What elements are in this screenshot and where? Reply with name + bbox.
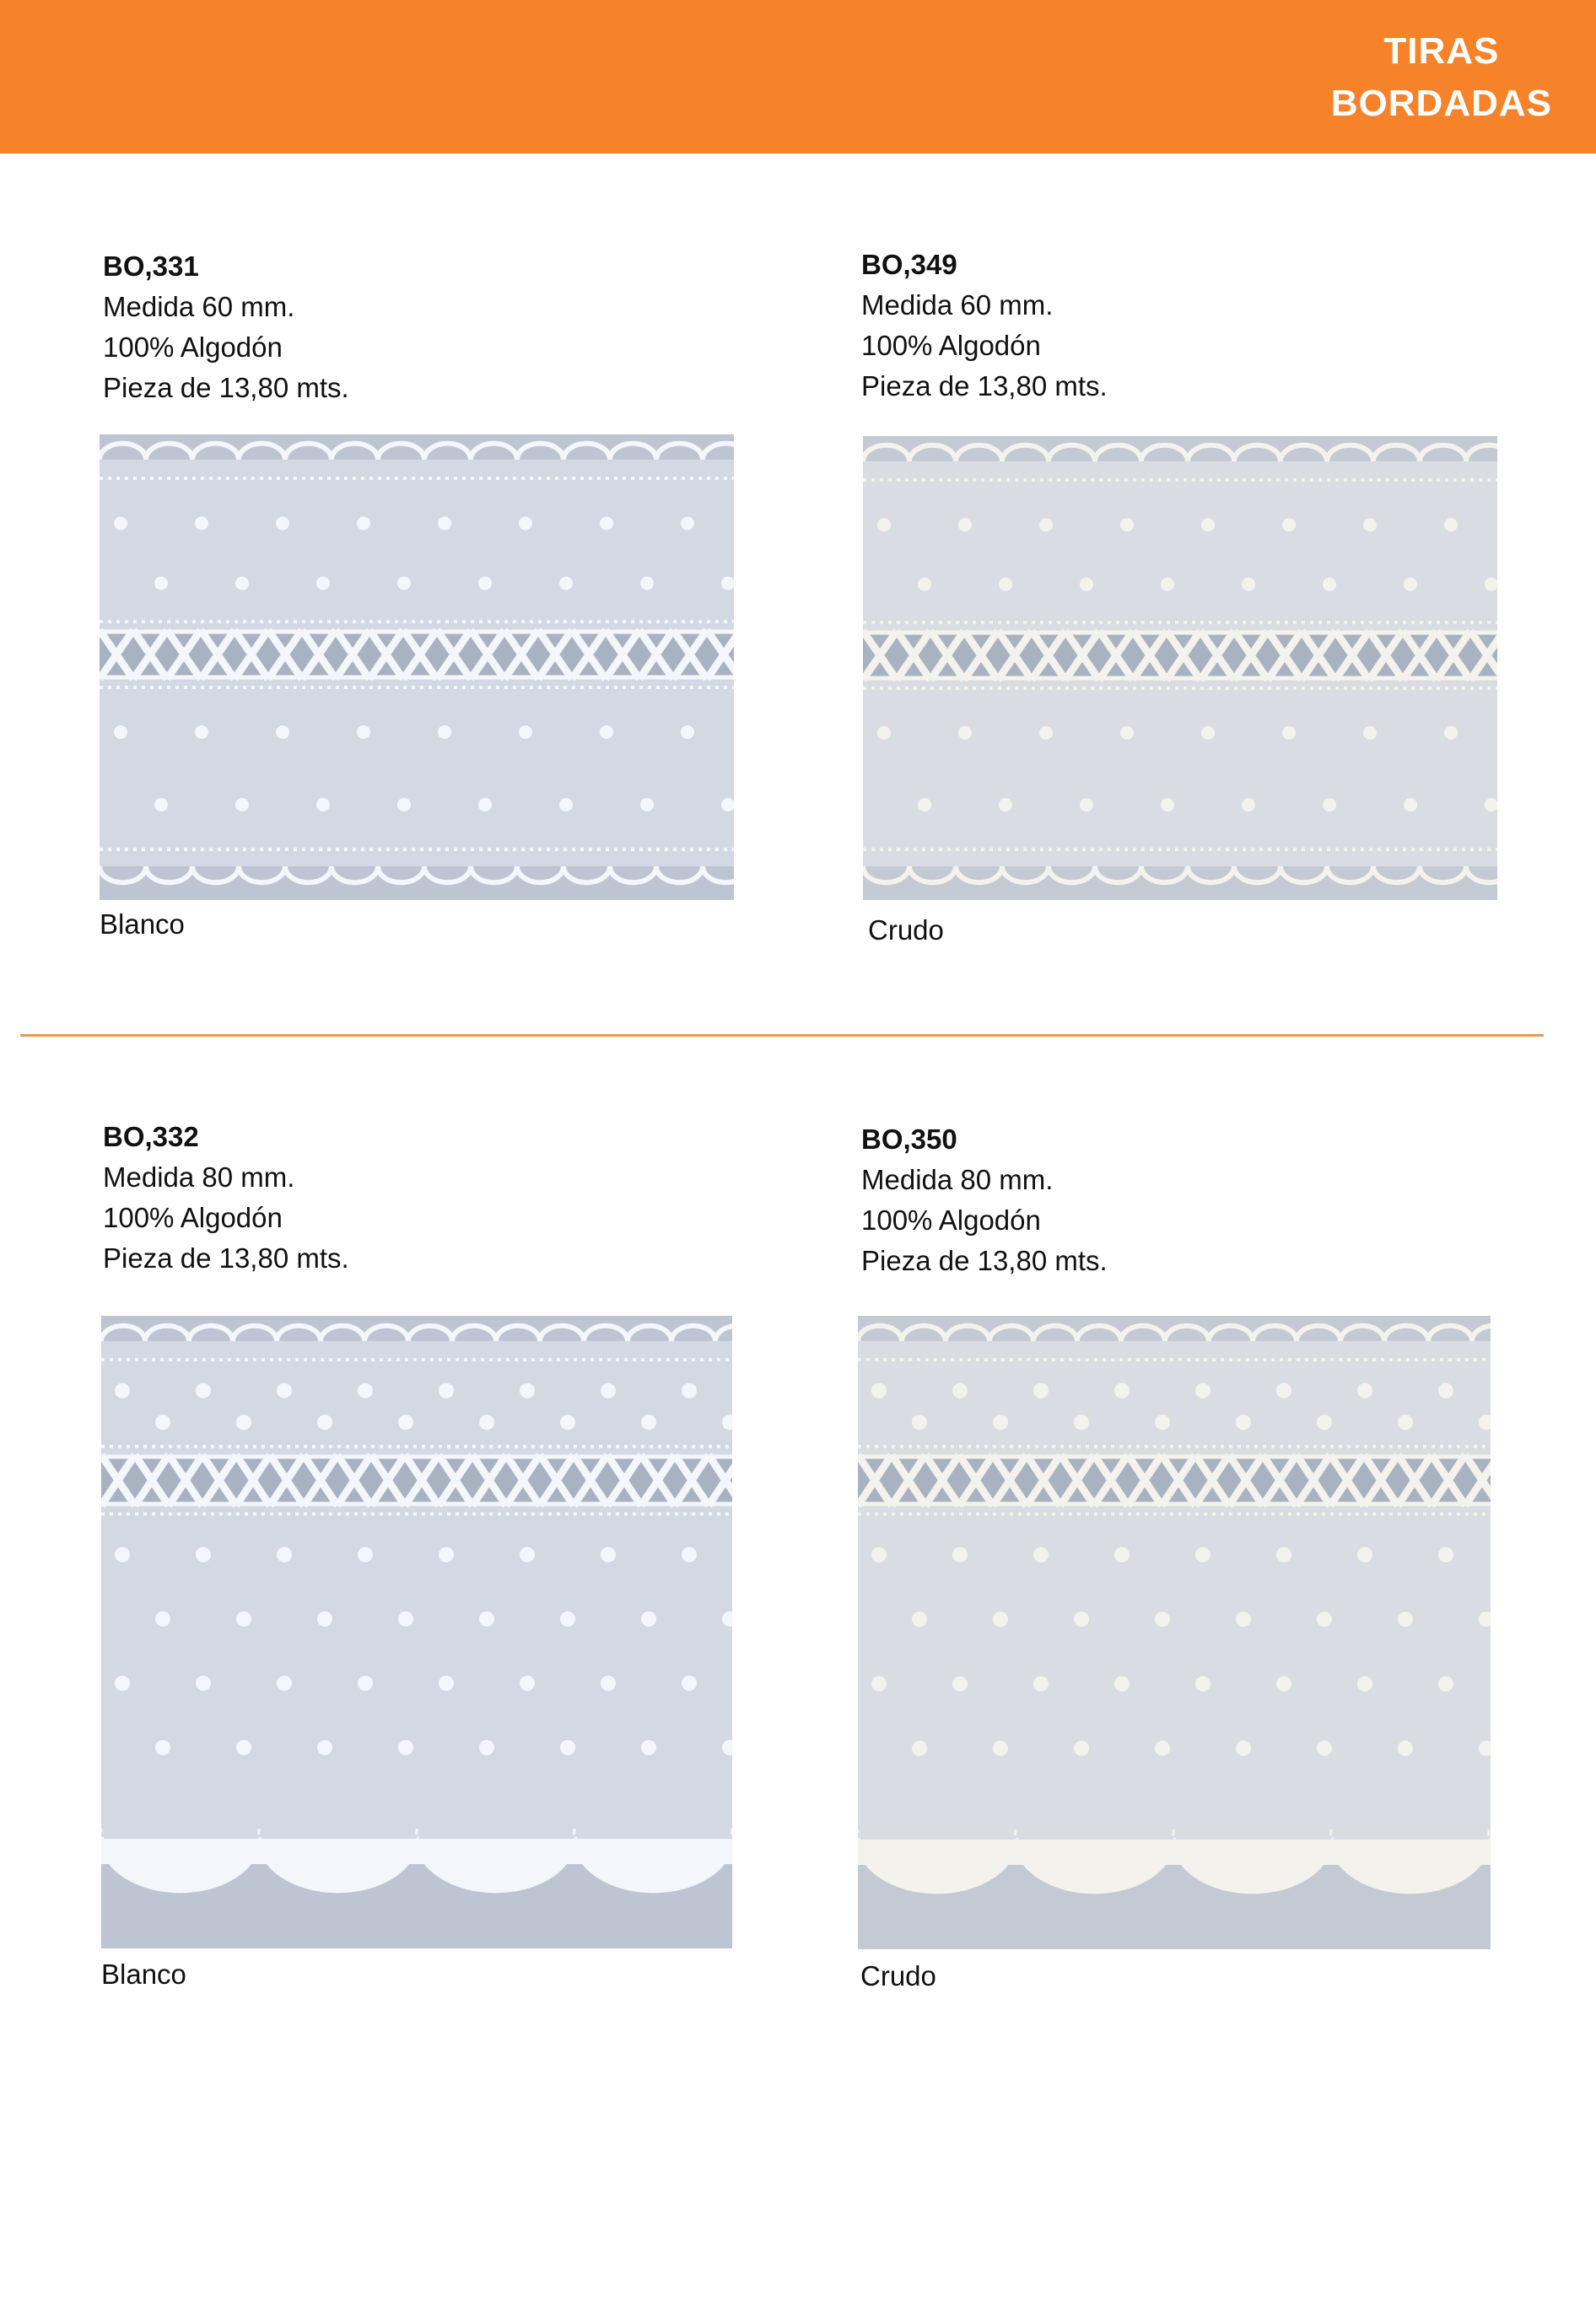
product-spec-bo331 — [103, 246, 349, 408]
product-code: BO,332 — [103, 1121, 199, 1152]
product-code: BO,349 — [861, 249, 957, 280]
product-composition: 100% Algodón — [103, 331, 283, 363]
product-code: BO,331 — [103, 251, 199, 282]
product-color-label: Blanco — [100, 908, 185, 940]
product-piece-length: Pieza de 13,80 mts. — [103, 1242, 349, 1274]
lace-swatch-bo332 — [101, 1316, 732, 1948]
lace-swatch-bo349 — [863, 436, 1497, 900]
product-spec-bo332 — [103, 1117, 349, 1279]
product-color-label: Crudo — [860, 1960, 936, 1991]
section-title — [1331, 25, 1552, 130]
product-size: Medida 80 mm. — [861, 1164, 1054, 1195]
product-size: Medida 60 mm. — [103, 291, 295, 322]
product-piece-length: Pieza de 13,80 mts. — [103, 372, 349, 403]
lace-image — [858, 1316, 1491, 1949]
product-spec-bo349 — [861, 245, 1108, 407]
product-size: Medida 80 mm. — [103, 1161, 295, 1193]
lace-swatch-bo350 — [858, 1316, 1491, 1949]
product-piece-length: Pieza de 13,80 mts. — [861, 370, 1108, 401]
lace-image — [101, 1316, 732, 1948]
product-size: Medida 60 mm. — [861, 289, 1054, 321]
product-code: BO,350 — [861, 1124, 957, 1155]
section-divider — [20, 1034, 1544, 1037]
product-color-label: Crudo — [868, 914, 944, 946]
lace-image — [863, 436, 1497, 900]
product-color-label: Blanco — [101, 1959, 186, 1990]
product-composition: 100% Algodón — [861, 1204, 1041, 1236]
product-piece-length: Pieza de 13,80 mts. — [861, 1245, 1108, 1276]
product-composition: 100% Algodón — [103, 1202, 283, 1233]
section-title-line1: TIRAS — [1383, 30, 1500, 72]
section-title-line2: BORDADAS — [1330, 83, 1552, 124]
lace-swatch-bo331 — [100, 434, 734, 900]
product-composition: 100% Algodón — [861, 330, 1041, 361]
page-header — [0, 0, 1596, 154]
lace-image — [100, 434, 734, 900]
product-spec-bo350 — [861, 1119, 1108, 1281]
